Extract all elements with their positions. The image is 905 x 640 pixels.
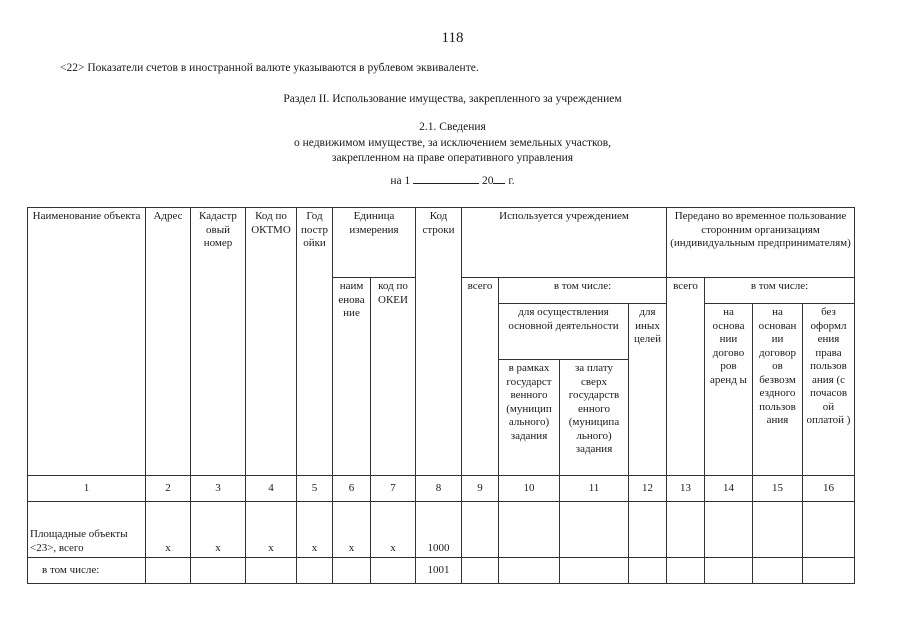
row-cell: x [371,502,416,558]
row-cell: x [297,502,333,558]
page-number: 118 [441,30,464,46]
row-cell [499,558,560,584]
subsection-line-1: о недвижимом имуществе, за исключением земельных участков, [293,136,612,149]
row-name: Площадные объекты <23>, всего [28,502,146,558]
row-cell [629,502,667,558]
footnote: <22> Показатели счетов в иностранной валюте указываются в рублевом эквиваленте. [60,62,479,74]
row-cell [246,558,297,584]
column-number: 11 [560,476,629,502]
column-number: 8 [416,476,462,502]
header-used: Используется учреждением [462,208,667,278]
row-cell [462,558,499,584]
column-number: 10 [499,476,560,502]
header-unit-okei: код по ОКЕИ [371,278,416,476]
row-cell [667,502,705,558]
header-free-use: на основан ии договор ов безвозм ездного пользов ания [753,304,803,476]
subsection-line-2: закрепленном на праве оперативного управления [331,152,574,164]
row-cell [462,502,499,558]
row-cell [629,558,667,584]
section-title: Раздел II. Использование имущества, закрепленного за учреждением [283,93,622,105]
row-code: 1000 [416,502,462,558]
header-used-incl: в том числе: [499,278,667,304]
row-cell [146,558,191,584]
row-cell [499,502,560,558]
row-code: 1001 [416,558,462,584]
column-number: 9 [462,476,499,502]
table-row [28,502,855,558]
header-transferred: Передано во временное пользование сторонним организациям (индивидуальным предпринимателям) [667,208,855,278]
row-cell: x [191,502,246,558]
column-number-row [28,476,855,502]
table-row [28,558,855,584]
row-cell [560,502,629,558]
header-other: для иных целей [629,304,667,476]
row-cell: x [146,502,191,558]
date-year-prefix: 20 [481,175,494,187]
row-cell: x [246,502,297,558]
row-cell [191,558,246,584]
column-number: 13 [667,476,705,502]
header-paid-over: за плату сверх государств енного (муниципа льного) задания [560,360,629,476]
row-cell [705,558,753,584]
header-state-task: в рамках государст венного (муницип ального) задания [499,360,560,476]
date-blank [413,172,479,184]
date-suffix: г. [508,175,515,187]
column-number: 12 [629,476,667,502]
row-cell [371,558,416,584]
column-number: 1 [28,476,146,502]
row-name: в том числе: [28,558,146,584]
row-cell: x [333,502,371,558]
column-number: 16 [803,476,855,502]
date-prefix: на 1 [390,175,411,187]
header-address: Адрес [146,208,191,476]
column-number: 7 [371,476,416,502]
header-year: Год постр ойки [297,208,333,476]
row-cell [297,558,333,584]
header-name: Наименование объекта [28,208,146,476]
row-cell [753,502,803,558]
header-no-docs: без оформл ения права пользов ания (с почасов ой оплатой ) [803,304,855,476]
row-cell [803,558,855,584]
column-number: 3 [191,476,246,502]
row-cell [753,558,803,584]
header-transferred-total: всего [667,278,705,476]
year-blank [493,172,505,184]
column-number: 15 [753,476,803,502]
header-transferred-incl: в том числе: [705,278,855,304]
property-table [27,207,855,584]
row-cell [803,502,855,558]
header-unit: Единица измерения [333,208,416,278]
row-cell [705,502,753,558]
date-line [0,172,905,187]
column-number: 2 [146,476,191,502]
column-number: 4 [246,476,297,502]
row-cell [667,558,705,584]
row-cell [333,558,371,584]
column-number: 6 [333,476,371,502]
subsection-heading [0,120,905,167]
header-used-total: всего [462,278,499,476]
header-main-activity: для осуществления основной деятельности [499,304,629,360]
row-cell [560,558,629,584]
header-oktmo: Код по ОКТМО [246,208,297,476]
column-number: 5 [297,476,333,502]
header-unit-name: наим енова ние [333,278,371,476]
header-lease: на основа нии догово ров аренд ы [705,304,753,476]
header-cadastral: Кадастр овый номер [191,208,246,476]
column-number: 14 [705,476,753,502]
subsection-number: 2.1. Сведения [419,121,486,133]
header-line-code: Код строки [416,208,462,476]
